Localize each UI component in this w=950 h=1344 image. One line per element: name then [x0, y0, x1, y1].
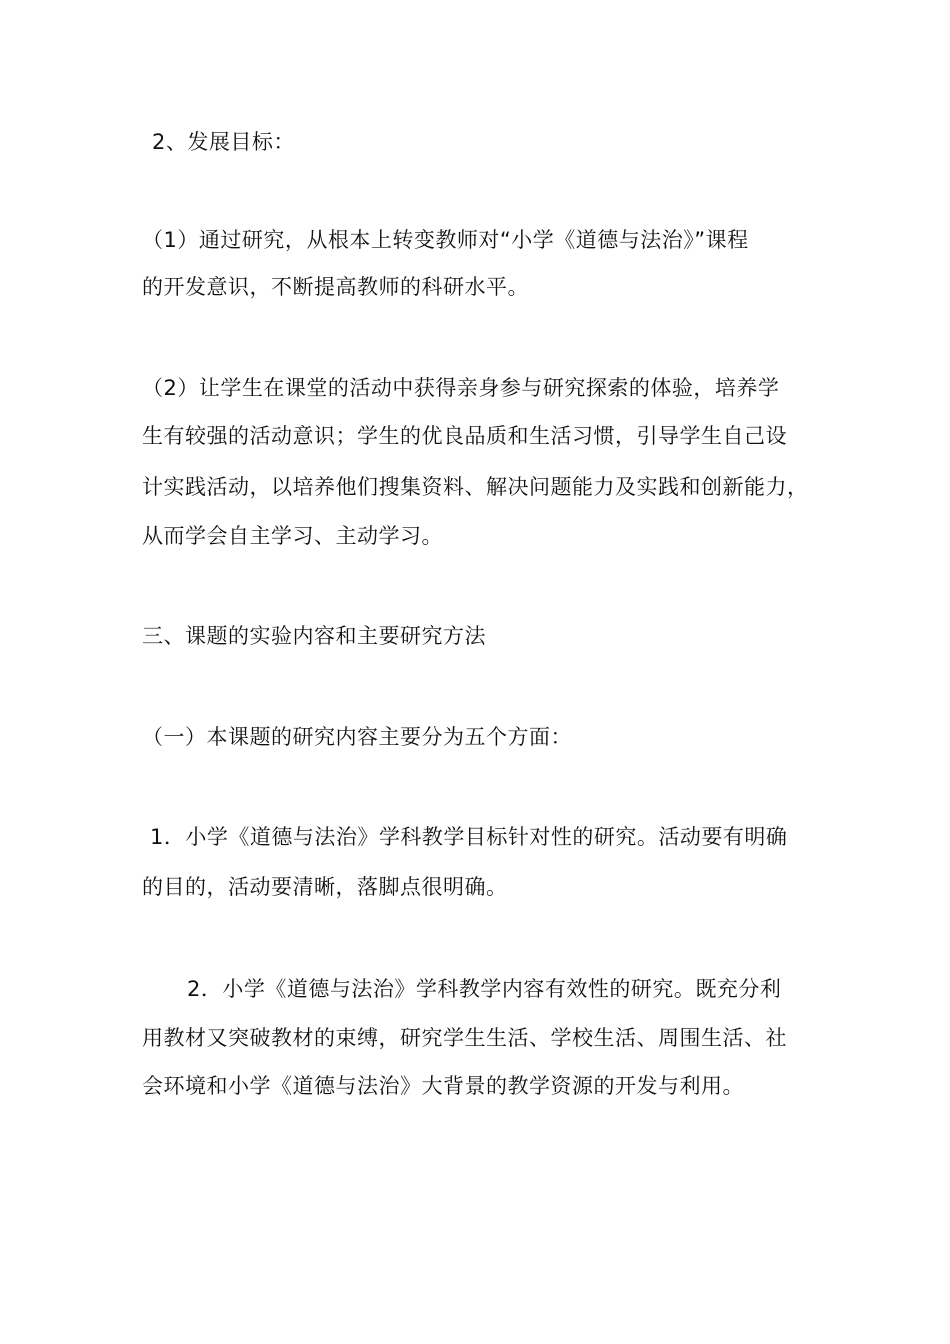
- goal-1-line-1: （1）通过研究，从根本上转变教师对“小学《道德与法治》”课程: [142, 228, 749, 252]
- goal-2-line-4: 从而学会自主学习、主动学习。: [142, 524, 443, 548]
- goal-2-line-2: 生有较强的活动意识；学生的优良品质和生活习惯，引导学生自己设: [142, 424, 787, 448]
- goal-1-line-2: 的开发意识，不断提高教师的科研水平。: [142, 275, 529, 299]
- goal-2-line-1: （2）让学生在课堂的活动中获得亲身参与研究探索的体验，培养学: [142, 376, 780, 400]
- goal-2-line-3: 计实践活动，以培养他们搜集资料、解决问题能力及实践和创新能力，: [142, 475, 809, 499]
- section-three-heading: 三、课题的实验内容和主要研究方法: [142, 624, 486, 648]
- item-2-line-1: 2．小学《道德与法治》学科教学内容有效性的研究。既充分利: [187, 977, 782, 1001]
- subsection-one-heading: （一）本课题的研究内容主要分为五个方面：: [142, 725, 572, 749]
- item-2-line-2: 用教材又突破教材的束缚，研究学生生活、学校生活、周围生活、社: [142, 1026, 787, 1050]
- item-1-line-2: 的目的，活动要清晰，落脚点很明确。: [142, 875, 508, 899]
- item-2-line-3: 会环境和小学《道德与法治》大背景的教学资源的开发与利用。: [142, 1074, 744, 1098]
- goal-heading: 2、发展目标：: [152, 130, 295, 154]
- item-1-line-1: 1．小学《道德与法治》学科教学目标针对性的研究。活动要有明确: [150, 825, 788, 849]
